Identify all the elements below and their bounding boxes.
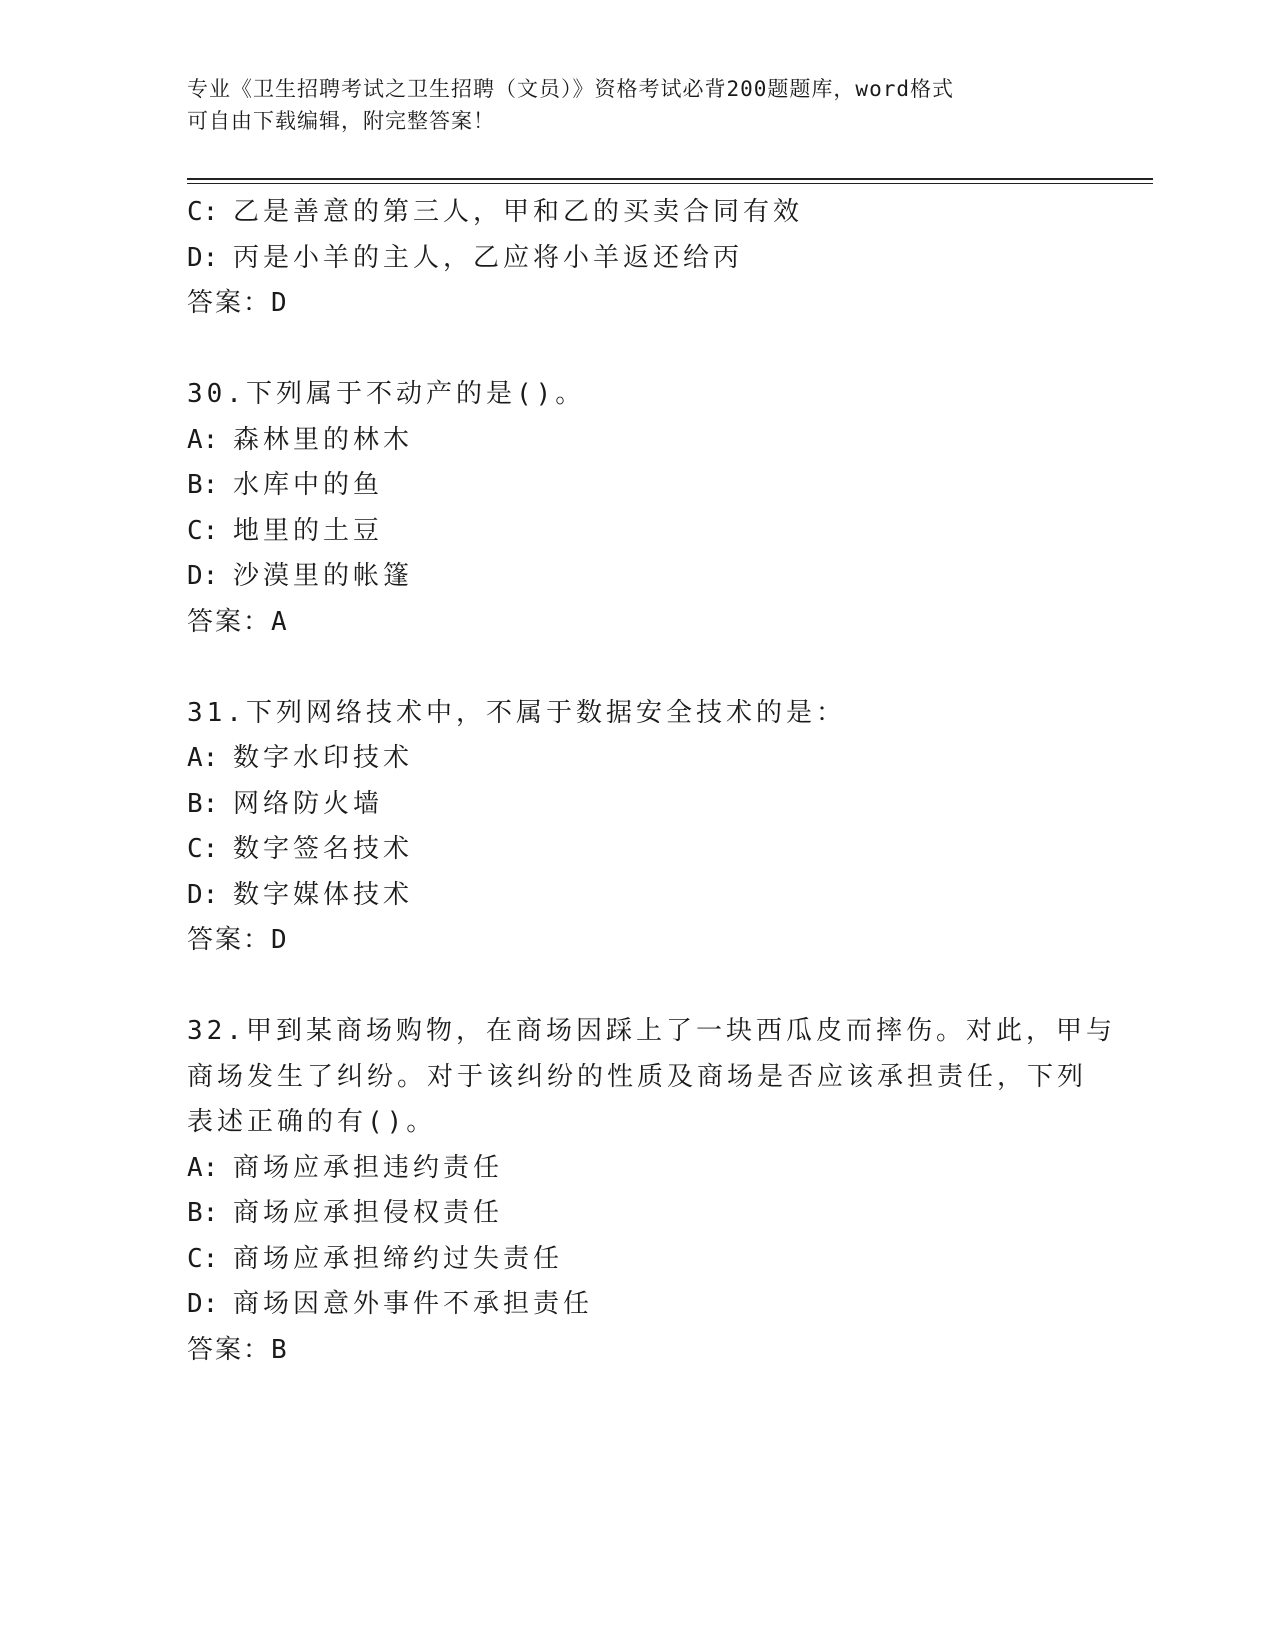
option-a: [187, 736, 1147, 782]
option-label: B:: [187, 788, 219, 819]
header-line-2: 可自由下载编辑，附完整答案！: [187, 109, 495, 133]
option-text: 数字媒体技术: [233, 879, 414, 910]
option-text: 森林里的林木: [233, 424, 414, 455]
header-divider-thin: [187, 183, 1153, 184]
option-label: D:: [187, 1289, 219, 1319]
question-stem: 30.下列属于不动产的是()。: [187, 379, 586, 409]
document-header: [187, 73, 1087, 137]
option-label: D:: [187, 561, 219, 591]
answer-line: 答案：D: [187, 925, 289, 955]
option-label: B:: [187, 1198, 219, 1228]
option-label: A:: [187, 424, 219, 455]
option-text: 地里的土豆: [233, 515, 384, 546]
option-label: A:: [187, 1152, 219, 1183]
question-30: [187, 372, 1147, 645]
option-text: 丙是小羊的主人，乙应将小羊返还给丙: [233, 242, 744, 273]
question-fragment: [187, 190, 1147, 327]
option-d: [187, 1282, 1147, 1328]
option-c: [187, 827, 1147, 873]
option-text: 水库中的鱼: [233, 470, 384, 500]
option-text: 商场因意外事件不承担责任: [233, 1289, 594, 1319]
option-b: [187, 463, 1147, 509]
option-d: [187, 236, 1147, 282]
option-text: 乙是善意的第三人，甲和乙的买卖合同有效: [233, 197, 804, 227]
option-c: [187, 190, 1147, 236]
option-text: 商场应承担侵权责任: [233, 1198, 504, 1228]
option-d: [187, 873, 1147, 919]
option-label: D:: [187, 879, 219, 910]
option-b: [187, 1191, 1147, 1237]
header-divider-thick: [187, 178, 1153, 180]
option-label: C:: [187, 515, 219, 546]
question-stem-line-2: 商场发生了纠纷。对于该纠纷的性质及商场是否应该承担责任，下列: [187, 1061, 1088, 1092]
header-line-1: 专业《卫生招聘考试之卫生招聘（文员）》资格考试必背200题题库，word格式: [187, 77, 954, 101]
spacer: [187, 327, 1147, 373]
question-32: [187, 1009, 1147, 1373]
option-c: [187, 1237, 1147, 1283]
question-31: [187, 691, 1147, 964]
option-label: B:: [187, 470, 219, 500]
option-label: C:: [187, 834, 219, 864]
spacer: [187, 645, 1147, 691]
option-d: [187, 554, 1147, 600]
question-stem-line-3: 表述正确的有()。: [187, 1107, 437, 1137]
option-label: C:: [187, 1243, 219, 1274]
option-label: A:: [187, 743, 219, 773]
option-a: [187, 418, 1147, 464]
option-text: 沙漠里的帐篷: [233, 561, 414, 591]
option-text: 数字水印技术: [233, 743, 414, 773]
option-text: 数字签名技术: [233, 834, 414, 864]
answer-line: 答案：A: [187, 606, 289, 637]
answer-line: 答案：D: [187, 288, 289, 318]
option-text: 商场应承担缔约过失责任: [233, 1243, 564, 1274]
option-text: 网络防火墙: [233, 788, 384, 819]
question-stem-line-1: 32.甲到某商场购物，在商场因踩上了一块西瓜皮而摔伤。对此，甲与: [187, 1016, 1116, 1046]
option-b: [187, 782, 1147, 828]
option-label: D:: [187, 242, 219, 273]
answer-line: 答案：B: [187, 1334, 289, 1365]
option-text: 商场应承担违约责任: [233, 1152, 504, 1183]
option-label: C:: [187, 197, 219, 227]
question-list: [187, 190, 1147, 1373]
option-a: [187, 1146, 1147, 1192]
option-c: [187, 509, 1147, 555]
question-stem: 31.下列网络技术中，不属于数据安全技术的是：: [187, 697, 846, 728]
spacer: [187, 964, 1147, 1010]
